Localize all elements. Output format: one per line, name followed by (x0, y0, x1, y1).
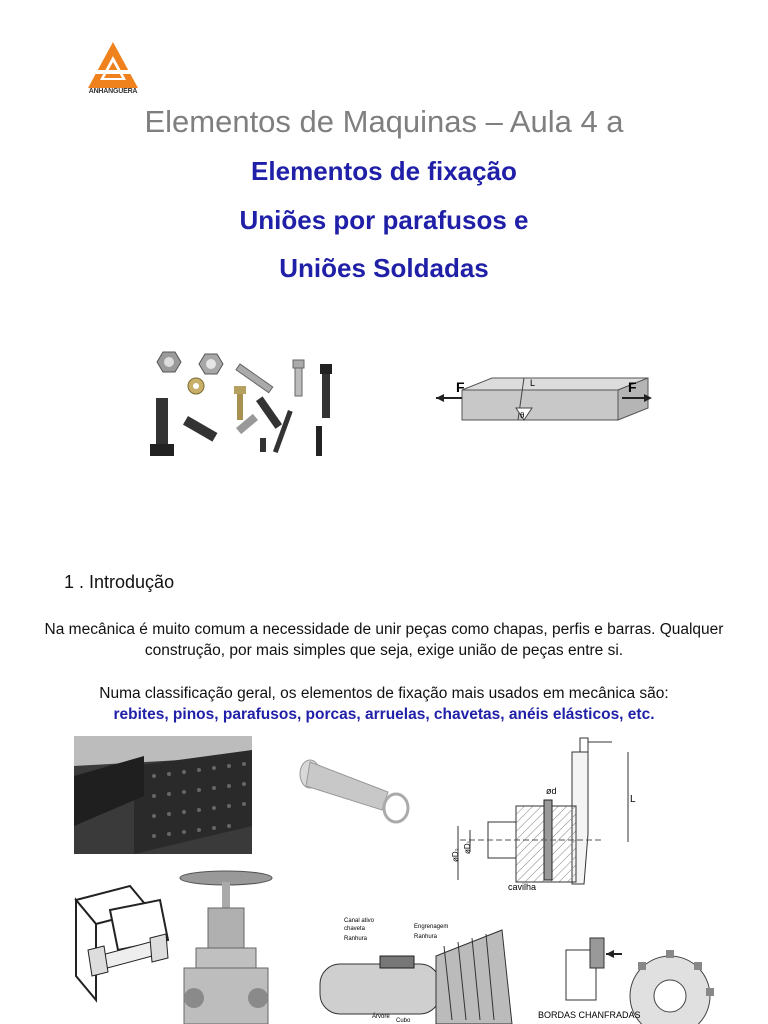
bolts-and-nuts-image (148, 346, 348, 462)
subtitle-2: Uniões por parafusos e (239, 205, 529, 235)
d-label: ød (546, 786, 557, 796)
key-label-arvore: Árvore (372, 1014, 390, 1020)
subtitle-3: Uniões Soldadas (279, 253, 489, 283)
d2-label: øD₂ (451, 848, 460, 862)
logo-text: ANHANGUERA (88, 88, 138, 95)
classification-paragraph (40, 683, 728, 725)
cavilha-caption: cavilha (508, 882, 537, 892)
length-label: L (530, 378, 536, 388)
key-label-canal: Canal ativo (344, 918, 375, 924)
d1-label: øD₁ (463, 840, 472, 854)
angle-label: θ (520, 411, 525, 420)
page-title: Elementos de Maquinas – Aula 4 a (144, 104, 624, 139)
intro-paragraph: Na mecânica é muito comum a necessidade de unir peças como chapas, perfis e barras. Qualquer construção, por mais simples que seja, exige união de peças entre si. (44, 621, 724, 659)
subtitle-1: Elementos de fixação (251, 156, 517, 186)
bolted-joint-sketch (70, 880, 170, 1020)
force-left-label: F (456, 379, 465, 395)
ring-caption: BORDAS CHANFRADAS (538, 1010, 641, 1020)
retaining-ring-diagram (536, 926, 716, 1024)
key-label-cubo: Cubo (396, 1018, 411, 1024)
key-label-chaveta: chaveta (344, 926, 366, 932)
key-diagram (316, 916, 512, 1024)
gate-valve-photo (176, 868, 276, 1024)
riveted-structure-photo (74, 736, 252, 854)
classification-text: Numa classificação geral, os elementos de fixação mais usados em mecânica são: (99, 685, 669, 702)
key-label-ranhura-1: Ranhura (344, 936, 368, 942)
pin-technical-drawing (452, 734, 642, 894)
key-label-engrenagem: Engrenagem (414, 924, 449, 930)
section-heading: 1 . Introdução (64, 572, 175, 592)
fastener-list: rebites, pinos, parafusos, porcas, arruelas, chavetas, anéis elásticos, etc. (113, 706, 655, 723)
force-right-label: F (628, 379, 637, 395)
weld-joint-diagram (432, 368, 654, 434)
key-label-ranhura-2: Ranhura (414, 934, 438, 940)
l-label: L (630, 794, 636, 805)
clevis-pin-photo (296, 752, 416, 840)
